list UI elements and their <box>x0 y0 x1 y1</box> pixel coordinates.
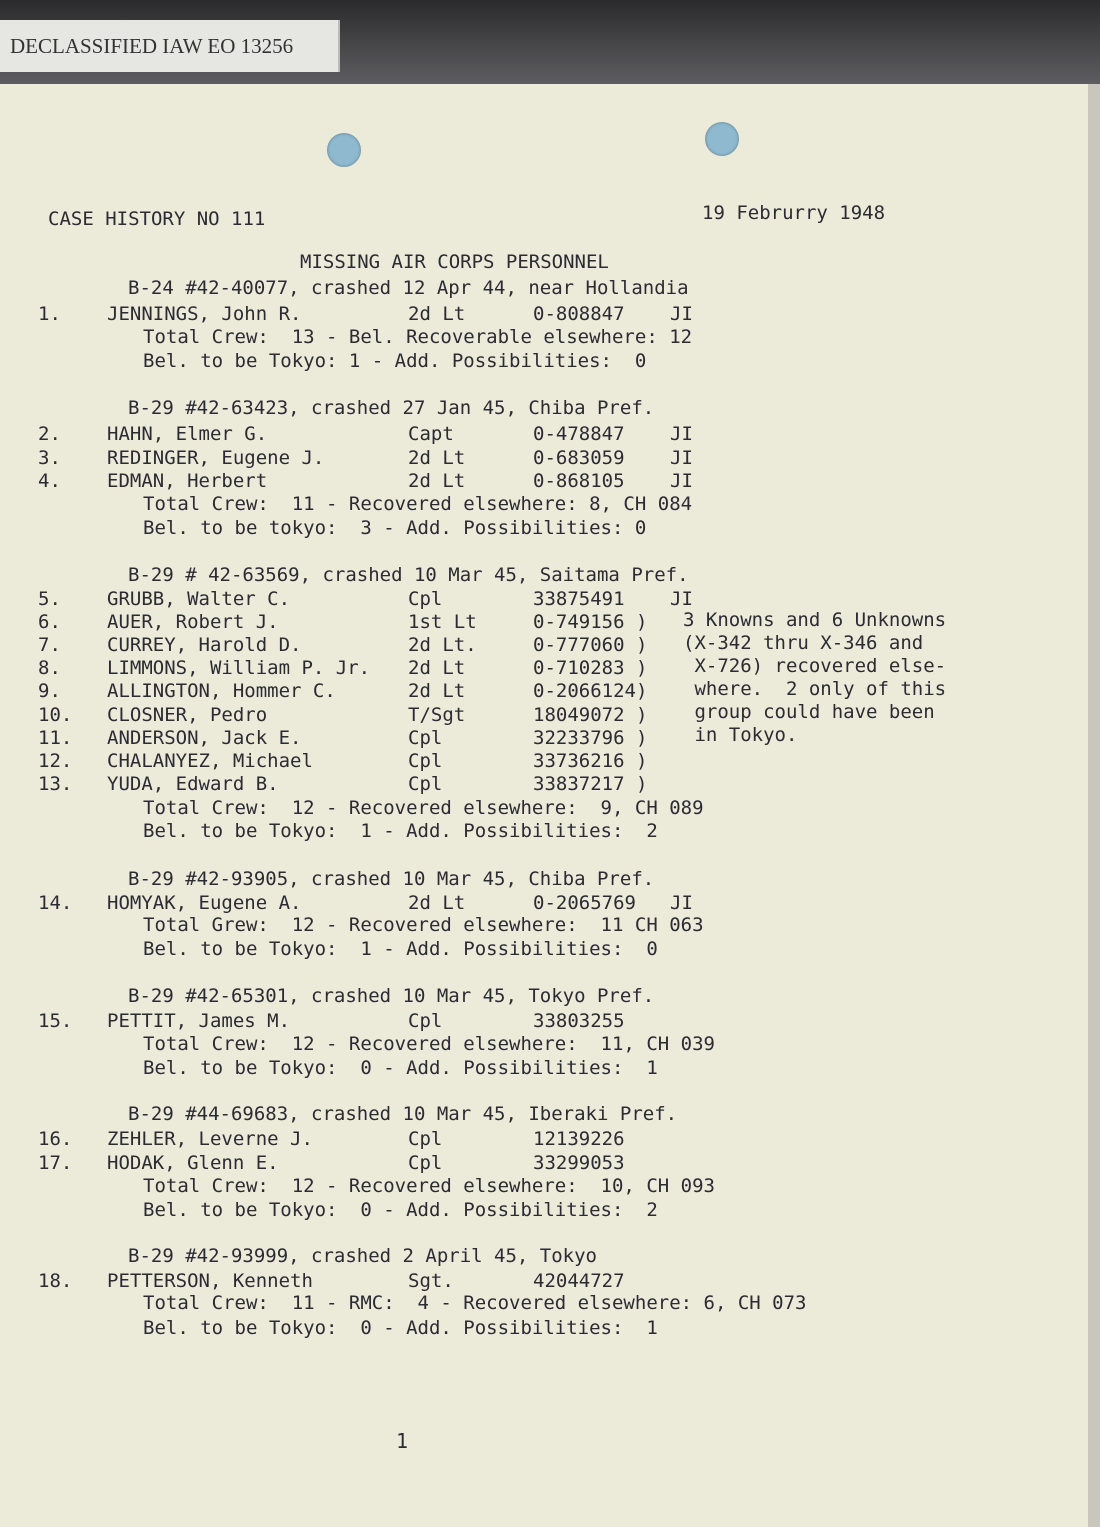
status-code: JI <box>670 470 693 492</box>
group-note-line: 3 Knowns and 6 Unknowns <box>683 609 947 631</box>
document-title: MISSING AIR CORPS PERSONNEL <box>300 251 609 273</box>
person-rank: T/Sgt <box>408 704 466 726</box>
person-name: LIMMONS, William P. Jr. <box>107 657 371 679</box>
person-name: ALLINGTON, Hommer C. <box>107 680 336 702</box>
status-code: JI <box>670 447 693 469</box>
serial-number: 0-749156 ) <box>533 611 648 633</box>
person-name: PETTERSON, Kenneth <box>107 1270 313 1292</box>
serial-number: 18049072 ) <box>533 704 648 726</box>
aircraft-heading: B-29 #44-69683, crashed 10 Mar 45, Iberaki Pref. <box>128 1103 678 1125</box>
entry-number: 12. <box>38 750 73 772</box>
personnel-row <box>0 750 1088 774</box>
serial-number: 0-683059 <box>533 447 625 469</box>
declassified-stamp <box>0 20 340 72</box>
personnel-row <box>0 470 1088 494</box>
person-rank: 2d Lt <box>408 447 466 469</box>
entry-number: 1. <box>38 303 61 325</box>
serial-number: 33837217 ) <box>533 773 648 795</box>
entry-number: 18. <box>38 1270 73 1292</box>
aircraft-heading: B-29 #42-93905, crashed 10 Mar 45, Chiba Pref. <box>128 868 655 890</box>
person-name: YUDA, Edward B. <box>107 773 279 795</box>
serial-number: 33299053 <box>533 1152 625 1174</box>
personnel-row <box>0 1128 1088 1152</box>
punch-hole-right <box>705 122 739 156</box>
aircraft-heading: B-24 #42-40077, crashed 12 Apr 44, near Hollandia <box>128 277 689 299</box>
person-name: PETTIT, James M. <box>107 1010 291 1032</box>
person-rank: Cpl <box>408 727 443 749</box>
person-rank: Capt <box>408 423 454 445</box>
entry-number: 10. <box>38 704 73 726</box>
entry-number: 7. <box>38 634 61 656</box>
tokyo-possibilities: Bel. to be Tokyo: 1 - Add. Possibilities: 0 <box>143 938 658 960</box>
status-code: JI <box>670 588 693 610</box>
person-rank: Cpl <box>408 1128 443 1150</box>
serial-number: 0-710283 ) <box>533 657 648 679</box>
serial-number: 33875491 <box>533 588 625 610</box>
serial-number: 0-2065769 <box>533 892 636 914</box>
person-name: CLOSNER, Pedro <box>107 704 268 726</box>
person-rank: Cpl <box>408 1010 443 1032</box>
serial-number: 33736216 ) <box>533 750 648 772</box>
stamp-text: DECLASSIFIED IAW EO 13256 <box>10 33 294 58</box>
person-name: CURREY, Harold D. <box>107 634 302 656</box>
person-name: ZEHLER, Leverne J. <box>107 1128 313 1150</box>
tokyo-possibilities: Bel. to be tokyo: 3 - Add. Possibilities: 0 <box>143 517 647 539</box>
page-edge <box>1088 84 1100 1527</box>
person-rank: 2d Lt. <box>408 634 477 656</box>
status-code: JI <box>670 892 693 914</box>
entry-number: 14. <box>38 892 73 914</box>
person-name: CHALANYEZ, Michael <box>107 750 313 772</box>
person-name: JENNINGS, John R. <box>107 303 302 325</box>
aircraft-heading: B-29 #42-63423, crashed 27 Jan 45, Chiba Pref. <box>128 397 655 419</box>
serial-number: 33803255 <box>533 1010 625 1032</box>
person-name: EDMAN, Herbert <box>107 470 268 492</box>
group-note-line: group could have been <box>683 701 935 723</box>
person-name: ANDERSON, Jack E. <box>107 727 302 749</box>
person-rank: 1st Lt <box>408 611 477 633</box>
person-rank: Cpl <box>408 1152 443 1174</box>
person-rank: 2d Lt <box>408 892 466 914</box>
tokyo-possibilities: Bel. to be Tokyo: 0 - Add. Possibilities: 2 <box>143 1199 658 1221</box>
entry-number: 15. <box>38 1010 73 1032</box>
personnel-row <box>0 1010 1088 1034</box>
person-rank: 2d Lt <box>408 470 466 492</box>
aircraft-heading: B-29 #42-93999, crashed 2 April 45, Tokyo <box>128 1245 597 1267</box>
crew-totals: Total Crew: 11 - RMC: 4 - Recovered elsewhere: 6, CH 073 <box>143 1292 807 1314</box>
entry-number: 13. <box>38 773 73 795</box>
person-name: HOMYAK, Eugene A. <box>107 892 302 914</box>
tokyo-possibilities: Bel. to be Tokyo: 0 - Add. Possibilities: 1 <box>143 1057 658 1079</box>
group-note-line: (X-342 thru X-346 and <box>683 632 924 654</box>
serial-number: 32233796 ) <box>533 727 648 749</box>
personnel-row <box>0 423 1088 447</box>
aircraft-heading: B-29 #42-65301, crashed 10 Mar 45, Tokyo Pref. <box>128 985 655 1007</box>
serial-number: 0-478847 <box>533 423 625 445</box>
person-name: HODAK, Glenn E. <box>107 1152 279 1174</box>
status-code: JI <box>670 423 693 445</box>
punch-hole-left <box>327 133 361 167</box>
serial-number: 0-868105 <box>533 470 625 492</box>
crew-totals: Total Crew: 13 - Bel. Recoverable elsewhere: 12 <box>143 326 693 348</box>
status-code: JI <box>670 303 693 325</box>
personnel-row <box>0 773 1088 797</box>
entry-number: 16. <box>38 1128 73 1150</box>
person-name: GRUBB, Walter C. <box>107 588 291 610</box>
personnel-row <box>0 1270 1088 1294</box>
entry-number: 11. <box>38 727 73 749</box>
entry-number: 3. <box>38 447 61 469</box>
document-date: 19 Februrry 1948 <box>702 202 886 224</box>
personnel-row <box>0 303 1088 327</box>
entry-number: 5. <box>38 588 61 610</box>
personnel-row <box>0 447 1088 471</box>
person-name: REDINGER, Eugene J. <box>107 447 325 469</box>
person-name: HAHN, Elmer G. <box>107 423 268 445</box>
person-rank: Cpl <box>408 773 443 795</box>
group-note-line: in Tokyo. <box>683 724 798 746</box>
serial-number: 0-808847 <box>533 303 625 325</box>
serial-number: 0-2066124) <box>533 680 648 702</box>
personnel-row <box>0 1152 1088 1176</box>
person-rank: Sgt. <box>408 1270 454 1292</box>
person-name: AUER, Robert J. <box>107 611 279 633</box>
tokyo-possibilities: Bel. to be Tokyo: 1 - Add. Possibilities: 0 <box>143 350 647 372</box>
entry-number: 2. <box>38 423 61 445</box>
group-note-line: where. 2 only of this <box>683 678 947 700</box>
aircraft-heading: B-29 # 42-63569, crashed 10 Mar 45, Saitama Pref. <box>128 564 689 586</box>
person-rank: Cpl <box>408 588 443 610</box>
crew-totals: Total Grew: 12 - Recovered elsewhere: 11 CH 063 <box>143 914 704 936</box>
crew-totals: Total Crew: 12 - Recovered elsewhere: 11, CH 039 <box>143 1033 715 1055</box>
entry-number: 9. <box>38 680 61 702</box>
personnel-row <box>0 727 1088 751</box>
case-history-number: CASE HISTORY NO 111 <box>48 208 266 230</box>
serial-number: 0-777060 ) <box>533 634 648 656</box>
tokyo-possibilities: Bel. to be Tokyo: 1 - Add. Possibilities: 2 <box>143 820 658 842</box>
personnel-row <box>0 892 1088 916</box>
group-note-line: X-726) recovered else- <box>683 655 947 677</box>
crew-totals: Total Crew: 12 - Recovered elsewhere: 9, CH 089 <box>143 797 704 819</box>
person-rank: 2d Lt <box>408 303 466 325</box>
crew-totals: Total Crew: 12 - Recovered elsewhere: 10, CH 093 <box>143 1175 715 1197</box>
person-rank: Cpl <box>408 750 443 772</box>
serial-number: 42044727 <box>533 1270 625 1292</box>
crew-totals: Total Crew: 11 - Recovered elsewhere: 8, CH 084 <box>143 493 693 515</box>
entry-number: 8. <box>38 657 61 679</box>
entry-number: 17. <box>38 1152 73 1174</box>
person-rank: 2d Lt <box>408 657 466 679</box>
entry-number: 4. <box>38 470 61 492</box>
entry-number: 6. <box>38 611 61 633</box>
person-rank: 2d Lt <box>408 680 466 702</box>
serial-number: 12139226 <box>533 1128 625 1150</box>
tokyo-possibilities: Bel. to be Tokyo: 0 - Add. Possibilities: 1 <box>143 1317 658 1339</box>
page-number: 1 <box>396 1429 409 1453</box>
